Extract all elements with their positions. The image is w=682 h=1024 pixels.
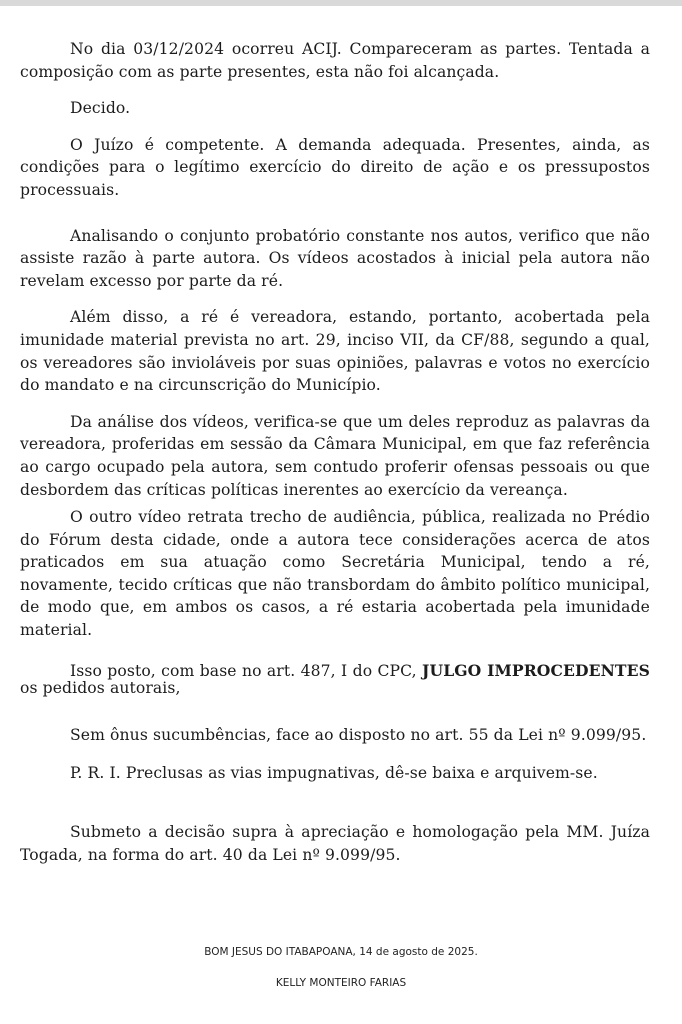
paragraph-pri: P. R. I. Preclusas as vias impugnativas, dê-se baixa e arquivem-se. [70,763,598,782]
dispositivo-prefix: Isso posto, com base no art. 487, I do CPC, [70,661,423,680]
document-body [20,38,650,866]
paragraph-decido: Decido. [70,99,131,118]
top-edge-bar [0,0,682,6]
paragraph-dispositivo [20,662,650,697]
paragraph-outro-video: O outro vídeo retrata trecho de audiência, pública, realizada no Prédio do Fórum desta cidade, onde a autora tece considerações acerca de atos praticados em sua atuação como Secretária Municipal, tendo a ré, novamente, tecido críticas que não transbordam do âmbito político municipal, de modo que, em ambos os casos, a ré estaria acobertada pela imunidade material. [20,508,650,640]
paragraph-acij: No dia 03/12/2024 ocorreu ACIJ. Compareceram as partes. Tentada a composição com as parte presentes, esta não foi alcançada. [20,40,650,81]
footer-signer: KELLY MONTEIRO FARIAS [275,977,407,989]
paragraph-videos: Da análise dos vídeos, verifica-se que um deles reproduz as palavras da vereadora, proferidas em sessão da Câmara Municipal, em que faz referência ao cargo ocupado pela autora, sem contudo proferir ofensas pessoais ou que desbordem das críticas políticas inerentes ao exercício da vereança. [20,412,650,499]
footer-place-date: BOM JESUS DO ITABAPOANA, 14 de agosto de 2025. [204,946,478,958]
paragraph-onus: Sem ônus sucumbências, face ao disposto no art. 55 da Lei nº 9.099/95. [70,725,647,744]
dispositivo-julgo-improcedentes: JULGO IMPROCEDENTES [422,660,650,680]
dispositivo-suffix: os pedidos autorais, [20,678,181,697]
paragraph-analise-probatoria: Analisando o conjunto probatório constante nos autos, verifico que não assiste razão à parte autora. Os vídeos acostados à inicial pela autora não revelam excesso por parte da ré. [20,226,650,290]
paragraph-competencia: O Juízo é competente. A demanda adequada. Presentes, ainda, as condições para o legítimo exercício do direito de ação e os pressupostos processuais. [20,135,650,199]
paragraph-imunidade: Além disso, a ré é vereadora, estando, portanto, acobertada pela imunidade material prevista no art. 29, inciso VII, da CF/88, segundo a qual, os vereadores são invioláveis por suas opiniões, palavras e votos no exercício do mandato e na circunscrição do Município. [20,308,650,395]
paragraph-submeto: Submeto a decisão supra à apreciação e homologação pela MM. Juíza Togada, na forma do art. 40 da Lei nº 9.099/95. [20,823,650,864]
